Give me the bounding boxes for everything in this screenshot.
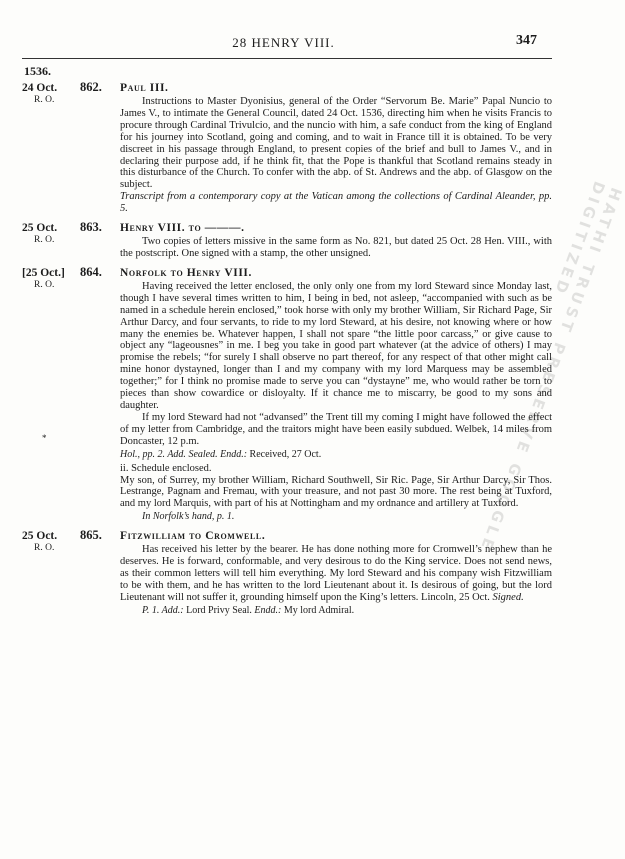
note-part: Add. <box>165 448 186 460</box>
margin-mark: * <box>42 432 47 443</box>
entry-number: 864. <box>80 264 102 279</box>
entry-number: 863. <box>80 220 102 235</box>
year-heading: 1536. <box>24 64 51 78</box>
entry-paragraph: Two copies of letters missive in the same form as No. 821, but dated 25 Oct. 28 Hen. VIII., with the postscript. One signed with a stamp, the other unsigned. <box>120 236 552 259</box>
entry-864 <box>22 265 552 523</box>
entry-source: R. O. <box>34 543 55 554</box>
entry-paragraph: Having received the letter enclosed, the only only one from my lord Steward since Monday last, though I have several times written to him, I being in bed, not asleep, “accompanied with such as be named in a schedule herein enclosed,” took horse with only my brother William, Sir Richard Page, Sir Arthur Darcy, and four servants, to ride to my lord Steward, at his desire, not knowing where or how many the enemies be. Whatever happen, I shall not spare “the little poor carcass,” or give cause to object any “lageousnes” in me. I beg you take in good part whatever (at the advice of others) I may promise the rebels; “for surely I shall observe no part thereof, for any respect of that other might call mine honor dystayned, longer than I and my company with my lord Marquess may be assembled together;” for I think no promise made to serve you can “dystayne” me, who would rather be torn to pieces than show cowardice or disloyalty. If it chance me to miscarry, be good to my sons and daughter. <box>120 280 552 411</box>
entry-source: R. O. <box>34 235 55 246</box>
entry-862 <box>22 80 552 215</box>
entry-source: R. O. <box>34 95 55 105</box>
note-part: Received, 27 Oct. <box>247 448 322 460</box>
entry-paragraph: If my lord Steward had not “advansed” the Trent till my coming I might have followed the effect of my letter from Cambridge, and the traitors might have been easily subdued. Welbek, 14 miles from Doncaster, 12 p.m. <box>120 411 552 447</box>
signed-note: Signed. <box>489 591 524 603</box>
entry-date: [25 Oct.] <box>22 266 65 279</box>
sub-heading: ii. Schedule enclosed. <box>120 462 212 474</box>
entry-title: Paul III. <box>120 82 169 94</box>
digitization-watermark <box>476 170 625 670</box>
entry-number: 865. <box>80 528 102 543</box>
entry-note <box>120 449 552 461</box>
entry-title: Norfolk to Henry VIII. <box>120 266 252 279</box>
page-number: 347 <box>516 33 537 48</box>
page-header <box>0 33 567 53</box>
entry-date: 25 Oct. <box>22 222 58 235</box>
paragraph-text: Has received his letter by the bearer. He has done nothing more for Cromwell’s nephew than he deserves. He is forward, conformable, and very desirous to do the King service. Does not send news, as their common letters will tell him everything. My lord Steward and his company wish Fitzwilliam to be with them, and he has written to the lord Lieutenant about it. Is desirous of going, but the lord Lieutenant will not suffer it, grounding himself upon the King’s letters. Lincoln, 25 Oct. <box>120 544 552 603</box>
hand-note-text: In Norfolk’s hand, p. 1. <box>142 511 235 523</box>
entry-date: 25 Oct. <box>22 530 58 543</box>
entry-number: 862. <box>80 80 102 94</box>
header-rule <box>22 58 552 59</box>
entry-title: Fitzwilliam to Cromwell. <box>120 530 266 543</box>
note-part: Lord Privy Seal. <box>183 604 252 616</box>
entry-note: Transcript from a contemporary copy at the Vatican among the collections of Cardinal Aleander, pp. 5. <box>120 191 552 215</box>
schedule-text: My son, of Surrey, my brother William, Richard Southwell, Sir Ric. Page, Sir Arthur Darcy, Sir Thos. Lestrange, Pagnam and Fremau, with your treasure, and not past 30 more. The rest being at Tuxford, and my lord Marquis, with part of his at Nottingham and my ordnance and artillery at Tuxford. <box>120 474 552 510</box>
watermark-text: HATHI TRUST PRESERVE GOOGLE DIGITIZED <box>476 178 625 556</box>
note-part: Endd.: <box>217 448 248 460</box>
entry-title: Henry VIII. to ———. <box>120 222 245 235</box>
entry-paragraph: Instructions to Master Dyonisius, general of the Order “Servorum Be. Marie” Papal Nuncio to James V., to intimate the General Council, dated 24 Oct. 1536, directing him when he visits Francis to procure through Cardinal Trivulcio, and the nuncio with him, a safe conduct from the king of England for his journey into Scotland, going and coming, and to wait in France till it is obtained. To be very discreet in his passage through England, to present copies of the brief and bull to James V., and in declaring their purpose add, if he think fit, that the Pope is thankful that Scotland remains steady in this disturbance of the Church. To confer with the abp. of St. Andrews and the abp. of Glasgow on the subject. <box>120 96 552 191</box>
note-part: Sealed. <box>185 448 218 460</box>
note-part: My lord Admiral. <box>281 604 355 616</box>
entry-note <box>142 605 552 617</box>
entry-863 <box>22 220 552 260</box>
note-part: Add.: <box>159 604 184 616</box>
entry-source: R. O. <box>34 279 55 290</box>
note-part: Hol., pp. 2. <box>120 448 165 460</box>
running-title: 28 HENRY VIII. <box>232 35 335 50</box>
note-part: Endd.: <box>251 604 282 616</box>
entry-date: 24 Oct. <box>22 82 58 94</box>
note-part: P. 1. <box>142 604 160 616</box>
